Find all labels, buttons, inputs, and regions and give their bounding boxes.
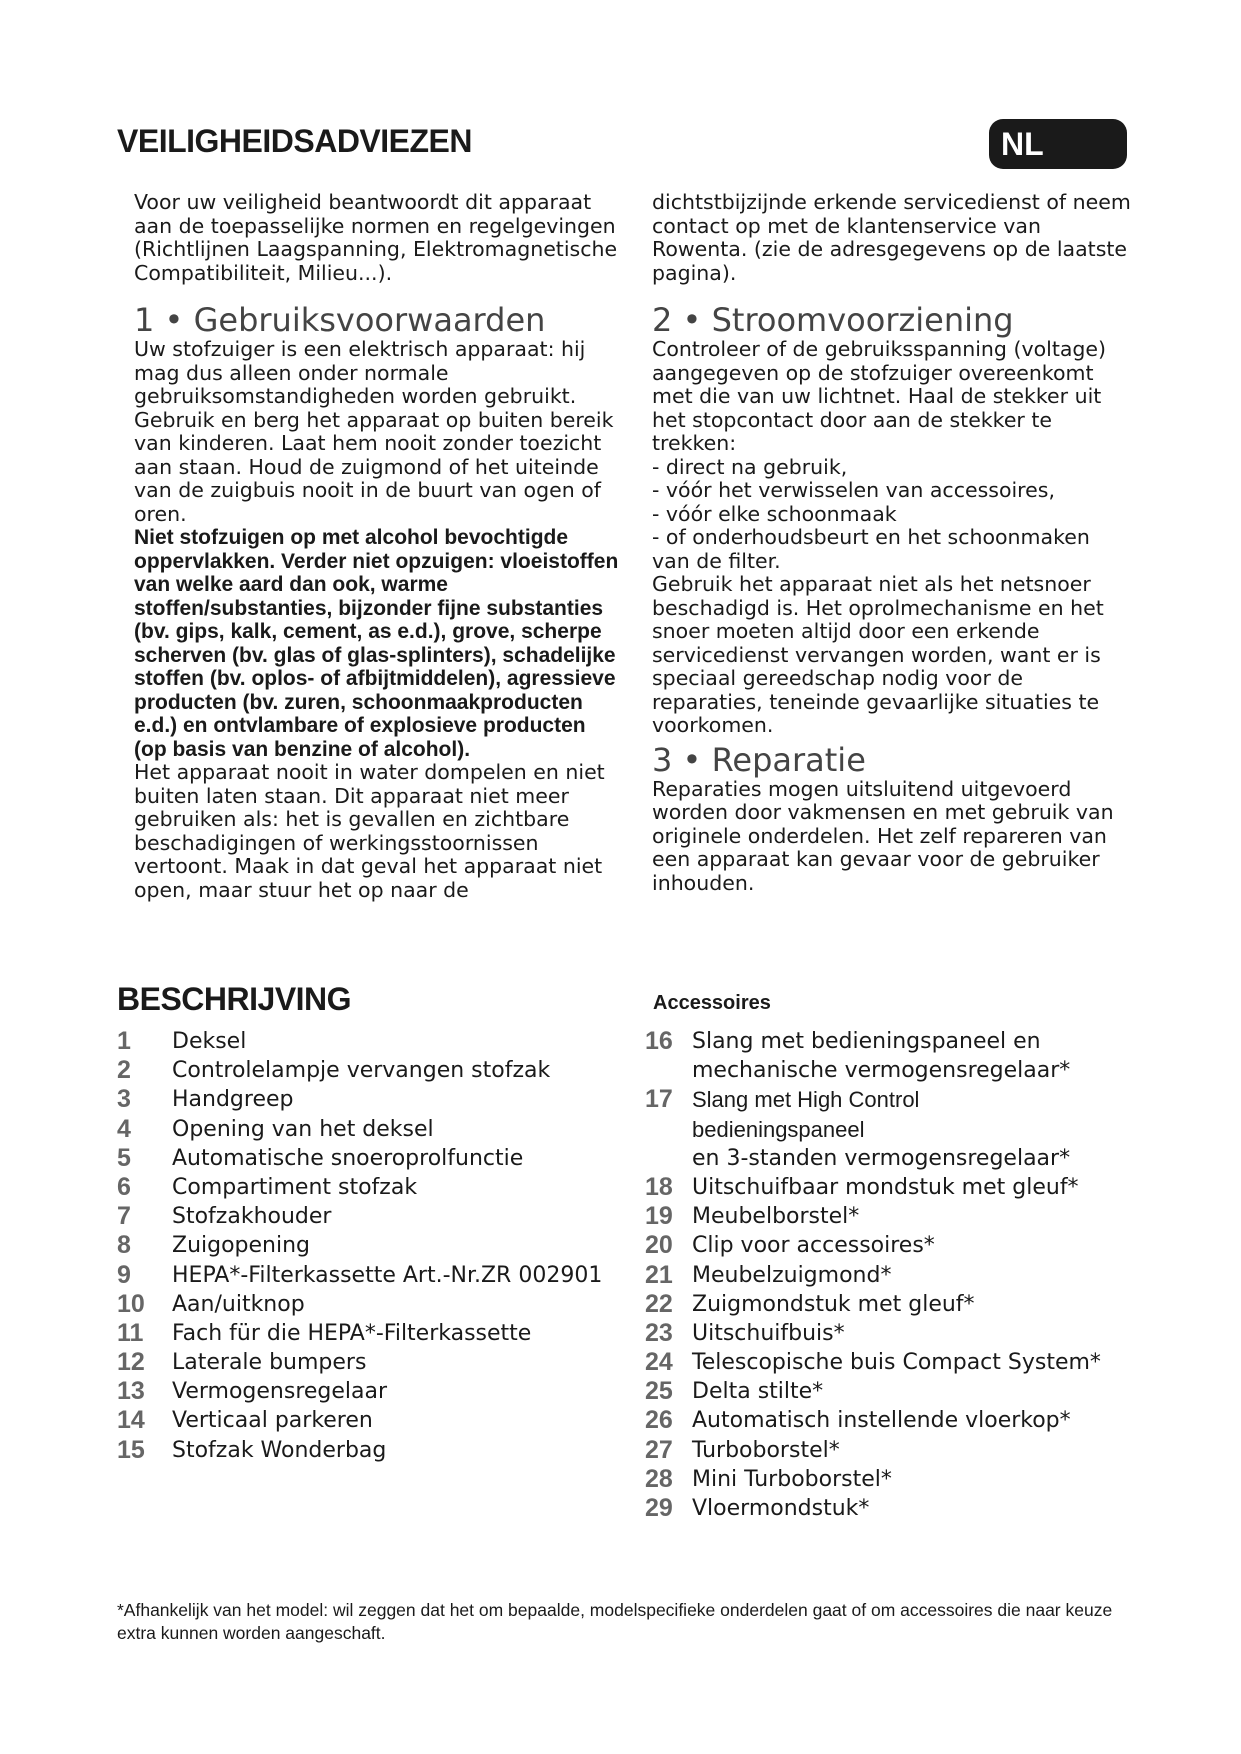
- section-1-text: Uw stofzuiger is een elektrisch apparaat: hij mag dus alleen onder normale gebruiksomstandigheden worden gebruikt. Gebruik en berg het apparaat op buiten bereik van kinderen. Laat hem nooit zonder toezicht aan staan. Houd de zuigmond of het uiteinde van de zuigbuis nooit in de buurt van ogen of oren.: [134, 337, 614, 526]
- item-label: Turboborstel*: [692, 1437, 840, 1463]
- item-number: 15: [117, 1435, 145, 1464]
- item-number: 1: [117, 1027, 131, 1055]
- item-label: Opening van het deksel: [172, 1116, 434, 1142]
- list-item-continued: [645, 1115, 1135, 1144]
- list-item: [645, 1348, 1135, 1377]
- item-number: 3: [117, 1085, 131, 1114]
- section-2-text-2: Gebruik het apparaat niet als het netsnoer beschadigd is. Het oprolmechanisme en het snoer moeten altijd door een erkende servicedienst vervangen worden, want er is speciaal gereedschap nodig voor de reparaties, teneinde gevaarlijke situaties te voorkomen.: [652, 572, 1104, 737]
- item-label: Meubelzuigmond*: [692, 1262, 892, 1288]
- list-item-continued: [645, 1144, 1135, 1173]
- accessories-list: [645, 1027, 1135, 1523]
- bullet-item: - vóór elke schoonmaak: [652, 501, 897, 526]
- list-item: [645, 1231, 1135, 1260]
- list-item: [645, 1290, 1135, 1319]
- list-item: [117, 1085, 637, 1114]
- item-label: HEPA*-Filterkassette Art.-Nr.ZR 002901: [172, 1262, 603, 1288]
- item-label: Fach für die HEPA*-Filterkassette: [172, 1320, 532, 1346]
- item-number: 19: [645, 1202, 673, 1231]
- list-item: [117, 1348, 637, 1377]
- description-title: BESCHRIJVING: [117, 981, 352, 1017]
- item-label: Handgreep: [172, 1087, 294, 1113]
- item-label: Uitschuifbaar mondstuk met gleuf*: [692, 1174, 1079, 1200]
- item-number: 17: [645, 1085, 673, 1114]
- item-label: Automatische snoeroprolfunctie: [172, 1145, 524, 1171]
- list-item: [117, 1436, 637, 1465]
- item-label: Automatisch instellende vloerkop*: [692, 1408, 1071, 1434]
- safety-right-column: [652, 191, 1132, 895]
- item-label: Controlelampje vervangen stofzak: [172, 1058, 551, 1084]
- item-number: 24: [645, 1348, 673, 1377]
- section-1-warning: Niet stofzuigen op met alcohol bevochtigde oppervlakken. Verder niet opzuigen: vloeistoffen van welke aard dan ook, warme stoffen/substanties, bijzonder fijne substanties (bv. gips, kalk, cement, as e.d.), grove, scherpe scherven (bv. glas of glas-splinters), schadelijke stoffen (bv. oplos- of afbijtmiddelen), agressieve producten (bv. zuren, schoonmaakproducten e.d.) en ontvlambare of explosieve producten (op basis van benzine of alcohol).: [134, 526, 619, 761]
- intro-text: Voor uw veiligheid beantwoordt dit apparaat aan de toepasselijke normen en regelgevingen (Richtlijnen Laagspanning, Elektromagnetische Compatibiliteit, Milieu...).: [134, 190, 618, 285]
- list-item: [117, 1319, 637, 1348]
- item-number: 8: [117, 1231, 131, 1260]
- item-number: 28: [645, 1464, 673, 1493]
- list-item: [117, 1173, 637, 1202]
- list-item: [645, 1406, 1135, 1435]
- item-label: Laterale bumpers: [172, 1350, 367, 1376]
- item-number: 14: [117, 1406, 145, 1435]
- item-label: en 3-standen vermogensregelaar*: [692, 1145, 1071, 1171]
- section-3-text: Reparaties mogen uitsluitend uitgevoerd worden door vakmensen en met gebruik van originele onderdelen. Het zelf repareren van een apparaat kan gevaar voor de gebruiker inhouden.: [652, 776, 1114, 895]
- item-number: 9: [117, 1260, 131, 1289]
- safety-left-column: [134, 191, 620, 902]
- item-label: Zuigmondstuk met gleuf*: [692, 1291, 975, 1317]
- item-number: 29: [645, 1494, 673, 1522]
- list-item: [117, 1202, 637, 1231]
- item-label: Clip voor accessoires*: [692, 1233, 935, 1259]
- list-item: [117, 1377, 637, 1406]
- item-number: 12: [117, 1348, 145, 1377]
- item-label: Verticaal parkeren: [172, 1408, 373, 1434]
- item-label: Zuigopening: [172, 1233, 311, 1259]
- item-number: 10: [117, 1289, 145, 1318]
- section-1-title: 1 • Gebruiksvoorwaarden: [134, 301, 546, 339]
- item-number: 21: [645, 1260, 673, 1289]
- list-item: [645, 1261, 1135, 1290]
- bullet-item: - vóór het verwisselen van accessoires,: [652, 478, 1055, 502]
- list-item: [645, 1173, 1135, 1202]
- item-label: Stofzak Wonderbag: [172, 1437, 387, 1463]
- item-number: 27: [645, 1435, 673, 1464]
- item-number: 26: [645, 1406, 673, 1435]
- item-number: 11: [117, 1318, 144, 1347]
- item-number: 16: [645, 1027, 673, 1055]
- page-title: VEILIGHEIDSADVIEZEN: [117, 123, 472, 159]
- language-badge: NL: [989, 119, 1127, 169]
- section-2-title: 2 • Stroomvoorziening: [652, 301, 1014, 339]
- description-list: [117, 1027, 637, 1465]
- item-label: Vloermondstuk*: [692, 1496, 870, 1521]
- item-label: Slang met bedieningspaneel en: [692, 1029, 1041, 1054]
- item-number: 2: [117, 1056, 131, 1085]
- item-number: 4: [117, 1114, 131, 1143]
- list-item: [645, 1319, 1135, 1348]
- list-item-continued: [645, 1056, 1135, 1085]
- footnote: *Afhankelijk van het model: wil zeggen dat het om bepaalde, modelspecifieke onderdelen gaat of om accessoires die naar keuze extra kunnen worden aangeschaft.: [117, 1600, 1113, 1643]
- bullet-item: - direct na gebruik,: [652, 454, 848, 479]
- item-label: Aan/uitknop: [172, 1291, 305, 1317]
- item-label: Mini Turboborstel*: [692, 1466, 892, 1492]
- list-item: [645, 1377, 1135, 1406]
- list-item: [117, 1027, 637, 1056]
- item-number: 22: [645, 1289, 673, 1318]
- list-item: [117, 1115, 637, 1144]
- item-number: 5: [117, 1143, 131, 1172]
- list-item: [645, 1027, 1135, 1056]
- item-label: mechanische vermogensregelaar*: [692, 1058, 1071, 1084]
- item-number: 6: [117, 1172, 131, 1201]
- list-item: [117, 1056, 637, 1085]
- continued-text: dichtstbijzijnde erkende servicedienst of neem contact op met de klantenservice van Rowenta. (zie de adresgegevens op de laatste pagina).: [652, 190, 1131, 285]
- item-label: Stofzakhouder: [172, 1204, 332, 1230]
- item-label: bedieningspaneel: [692, 1116, 865, 1142]
- list-item: [117, 1231, 637, 1260]
- section-1-text-2: Het apparaat nooit in water dompelen en niet buiten laten staan. Dit apparaat niet meer gebruiken als: het is gevallen en zichtbare beschadigingen of werkingsstoornissen vertoont. Maak in dat geval het apparaat niet open, maar stuur het op naar de: [134, 760, 605, 902]
- list-item: [645, 1436, 1135, 1465]
- list-item: [645, 1085, 1135, 1114]
- list-item: [645, 1202, 1135, 1231]
- section-2-text: Controleer of de gebruiksspanning (voltage) aangegeven op de stofzuiger overeenkomt met die van uw lichtnet. Haal de stekker uit het stopcontact door aan de stekker te trekken:: [652, 337, 1107, 455]
- section-3-title: 3 • Reparatie: [652, 740, 866, 779]
- item-number: 20: [645, 1231, 673, 1260]
- item-label: Meubelborstel*: [692, 1204, 860, 1230]
- accessories-title: Accessoires: [653, 992, 771, 1014]
- list-item: [117, 1290, 637, 1319]
- item-label: Delta stilte*: [692, 1379, 824, 1405]
- item-label: Compartiment stofzak: [172, 1174, 418, 1200]
- item-label: Deksel: [172, 1029, 247, 1054]
- item-label: Vermogensregelaar: [172, 1379, 388, 1405]
- list-item: [117, 1261, 637, 1290]
- item-number: 7: [117, 1202, 131, 1231]
- item-number: 23: [645, 1318, 673, 1347]
- list-item: [645, 1494, 1135, 1523]
- list-item: [117, 1406, 637, 1435]
- item-number: 25: [645, 1377, 673, 1406]
- item-number: 13: [117, 1377, 145, 1406]
- list-item: [645, 1465, 1135, 1494]
- bullet-item: - of onderhoudsbeurt en het schoonmaken van de filter.: [652, 525, 1090, 573]
- item-label: Telescopische buis Compact System*: [692, 1350, 1101, 1376]
- item-label: Uitschuifbuis*: [692, 1320, 845, 1346]
- item-label: Slang met High Control: [692, 1087, 920, 1113]
- list-item: [117, 1144, 637, 1173]
- item-number: 18: [645, 1172, 673, 1201]
